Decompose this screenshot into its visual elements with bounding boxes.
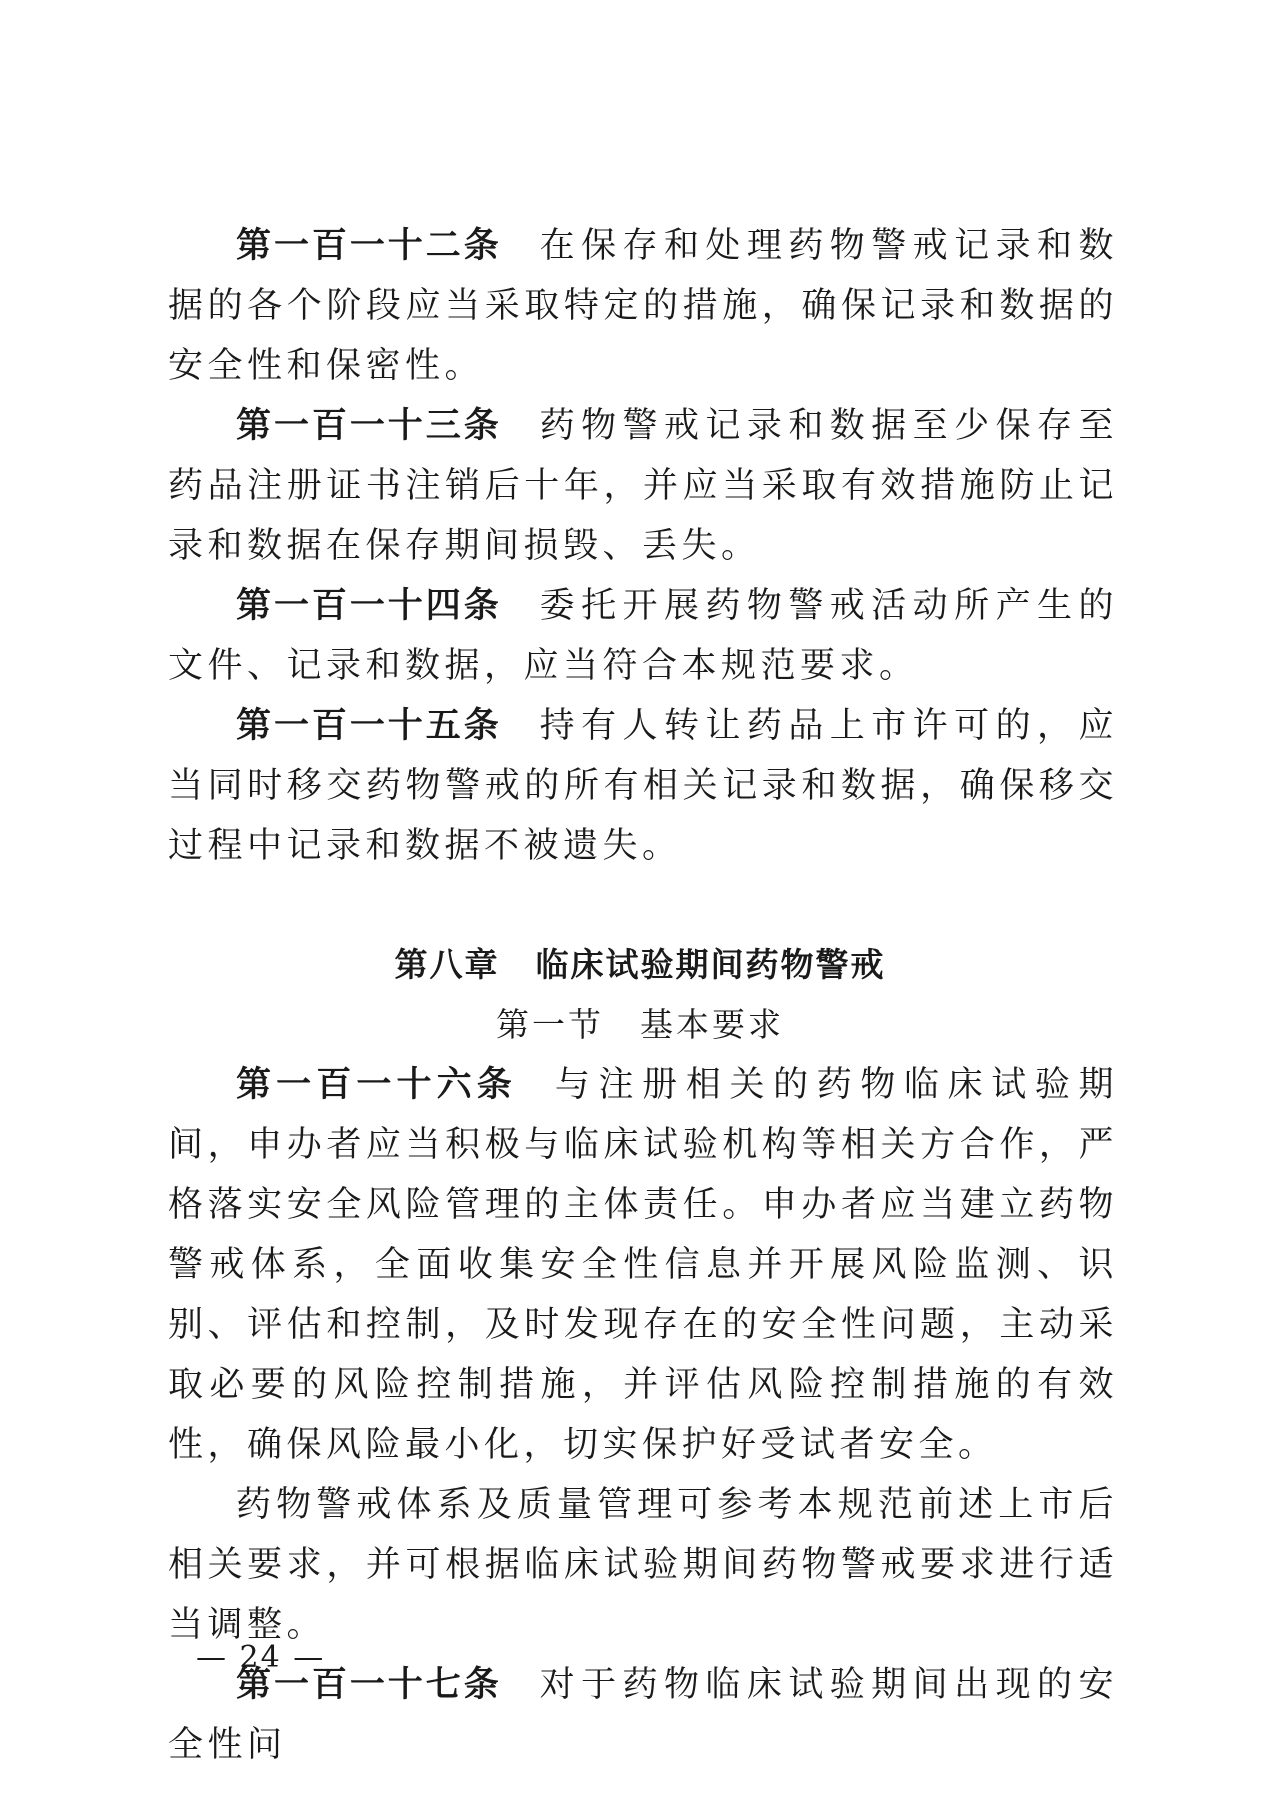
article-114 (168, 576, 1118, 696)
article-number: 第一百一十六条 (236, 1065, 517, 1105)
section-number: 第一节 (496, 1005, 604, 1044)
article-112 (168, 216, 1118, 396)
article-text: 与注册相关的药物临床试验期间，申办者应当积极与临床试验机构等相关方合作，严格落实安全风险管理的主体责任。申办者应当建立药物警戒体系，全面收集安全性信息并开展风险监测、识别、评估和控制，及时发现存在的安全性问题，主动采取必要的风险控制措施，并评估风险控制措施的有效性，确保风险最小化，切实保护好受试者安全。 (168, 1065, 1118, 1465)
article-text: 委托开展药物警戒活动所产生的文件、记录和数据，应当符合本规范要求。 (168, 586, 1118, 686)
page-number: — 24 — (196, 1640, 326, 1675)
article-number: 第一百一十七条 (236, 1665, 502, 1705)
article-number: 第一百一十五条 (236, 706, 502, 746)
article-113 (168, 396, 1118, 576)
section-title: 基本要求 (640, 1005, 784, 1044)
paragraph-text: 药物警戒体系及质量管理可参考本规范前述上市后相关要求，并可根据临床试验期间药物警戒要求进行适当调整。 (168, 1485, 1118, 1645)
article-number: 第一百一十三条 (236, 406, 502, 446)
section-heading (0, 995, 1280, 1055)
article-text: 持有人转让药品上市许可的，应当同时移交药物警戒的所有相关记录和数据，确保移交过程中记录和数据不被遗失。 (168, 706, 1118, 866)
article-115 (168, 696, 1118, 876)
article-number: 第一百一十二条 (236, 226, 502, 266)
article-text: 在保存和处理药物警戒记录和数据的各个阶段应当采取特定的措施，确保记录和数据的安全性和保密性。 (168, 226, 1118, 386)
article-116 (168, 1055, 1118, 1475)
chapter-number: 第八章 (394, 945, 500, 984)
article-text: 药物警戒记录和数据至少保存至药品注册证书注销后十年，并应当采取有效措施防止记录和数据在保存期间损毁、丢失。 (168, 406, 1118, 566)
article-number: 第一百一十四条 (236, 586, 502, 626)
chapter-title: 临床试验期间药物警戒 (535, 945, 886, 984)
article-text: 对于药物临床试验期间出现的安全性问 (168, 1665, 1118, 1765)
article-116-continued (168, 1475, 1118, 1655)
chapter-heading (0, 935, 1280, 995)
articles-top (168, 216, 1118, 876)
